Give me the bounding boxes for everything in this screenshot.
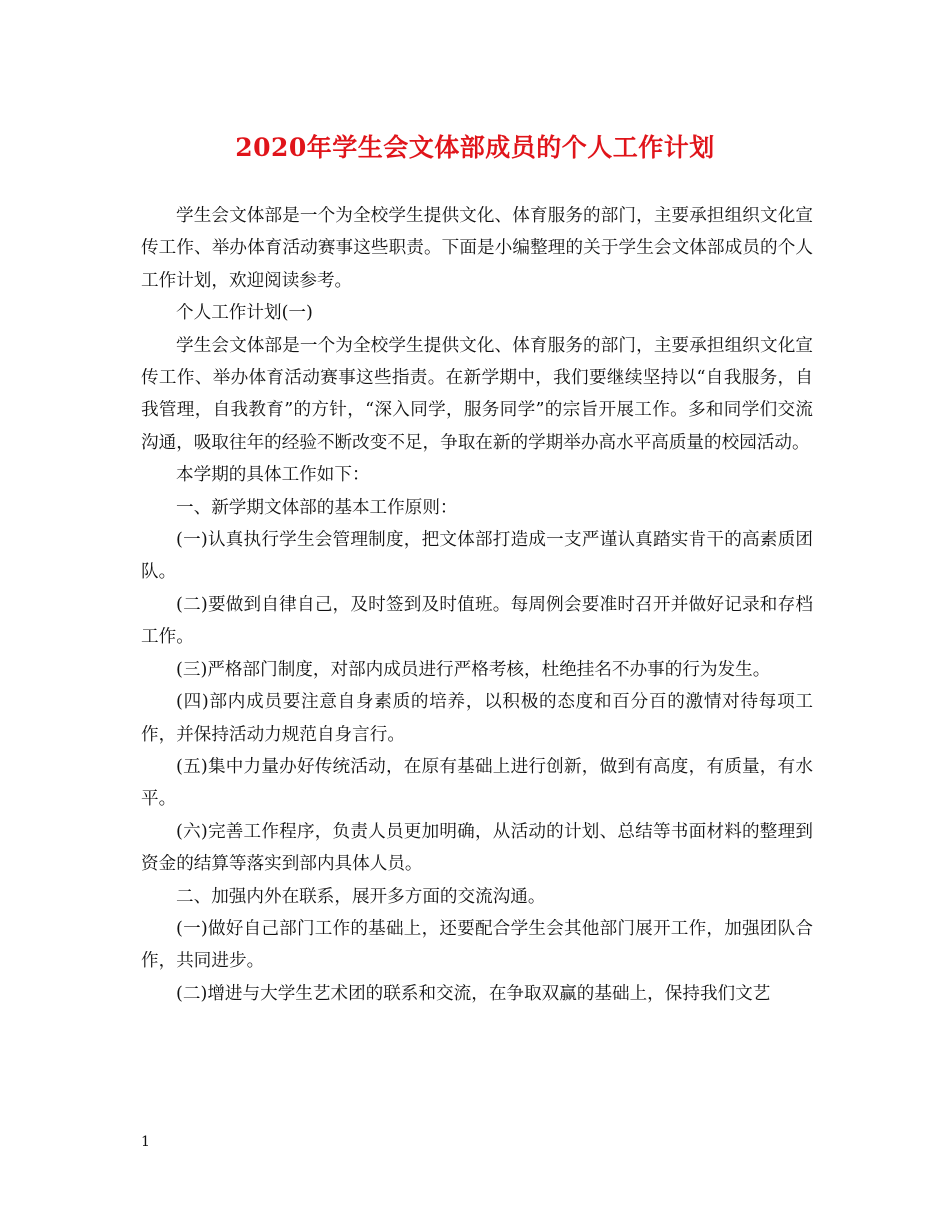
list-item-principle-1: (一)认真执行学生会管理制度，把文体部打造成一支严谨认真踏实肯干的高素质团队。 <box>141 530 813 583</box>
list-item-principle-2: (二)要做到自律自己，及时签到及时值班。每周例会要准时召开并做好记录和存档工作。 <box>141 594 813 648</box>
section-heading-principles: 一、新学期文体部的基本工作原则： <box>176 497 458 518</box>
paragraph-plan-overview: 学生会文体部是一个为全校学生提供文化、体育服务的部门，主要承担组织文化宣传工作、举办体育活动赛事这些指责。在新学期中，我们要继续坚持以“自我服务，自我管理，自我教育”的方针，“深入同学，服务同学”的宗旨开展工作。多和同学们交流沟通，吸取往年的经验不断改变不足，争取在新的学期举办高水平高质量的校园活动。 <box>141 335 813 453</box>
section-heading-communication: 二、加强内外在联系，展开多方面的交流沟通。 <box>176 886 546 907</box>
list-item-principle-6: (六)完善工作程序，负责人员更加明确，从活动的计划、总结等书面材料的整理到资金的结算等落实到部内具体人员。 <box>141 821 813 875</box>
list-item-communication-1: (一)做好自己部门工作的基础上，还要配合学生会其他部门展开工作，加强团队合作，共同进步。 <box>141 918 813 972</box>
paragraph-intro: 学生会文体部是一个为全校学生提供文化、体育服务的部门，主要承担组织文化宣传工作、举办体育活动赛事这些职责。下面是小编整理的关于学生会文体部成员的个人工作计划，欢迎阅读参考。 <box>141 206 813 291</box>
document-title: 2020年学生会文体部成员的个人工作计划 <box>235 133 715 162</box>
section-heading-plan-one: 个人工作计划(一) <box>176 303 313 324</box>
list-item-principle-4: (四)部内成员要注意自身素质的培养，以积极的态度和百分百的激情对待每项工作，并保持活动力规范自身言行。 <box>141 692 813 745</box>
page-number: 1 <box>141 1134 150 1150</box>
list-item-principle-5: (五)集中力量办好传统活动，在原有基础上进行创新，做到有高度，有质量，有水平。 <box>141 756 813 810</box>
list-item-principle-3: (三)严格部门制度，对部内成员进行严格考核，杜绝挂名不办事的行为发生。 <box>176 659 771 680</box>
document-body <box>141 200 813 1010</box>
list-item-communication-2: (二)增进与大学生艺术团的联系和交流，在争取双赢的基础上，保持我们文艺 <box>176 983 771 1004</box>
paragraph-work-intro: 本学期的具体工作如下： <box>176 465 370 486</box>
